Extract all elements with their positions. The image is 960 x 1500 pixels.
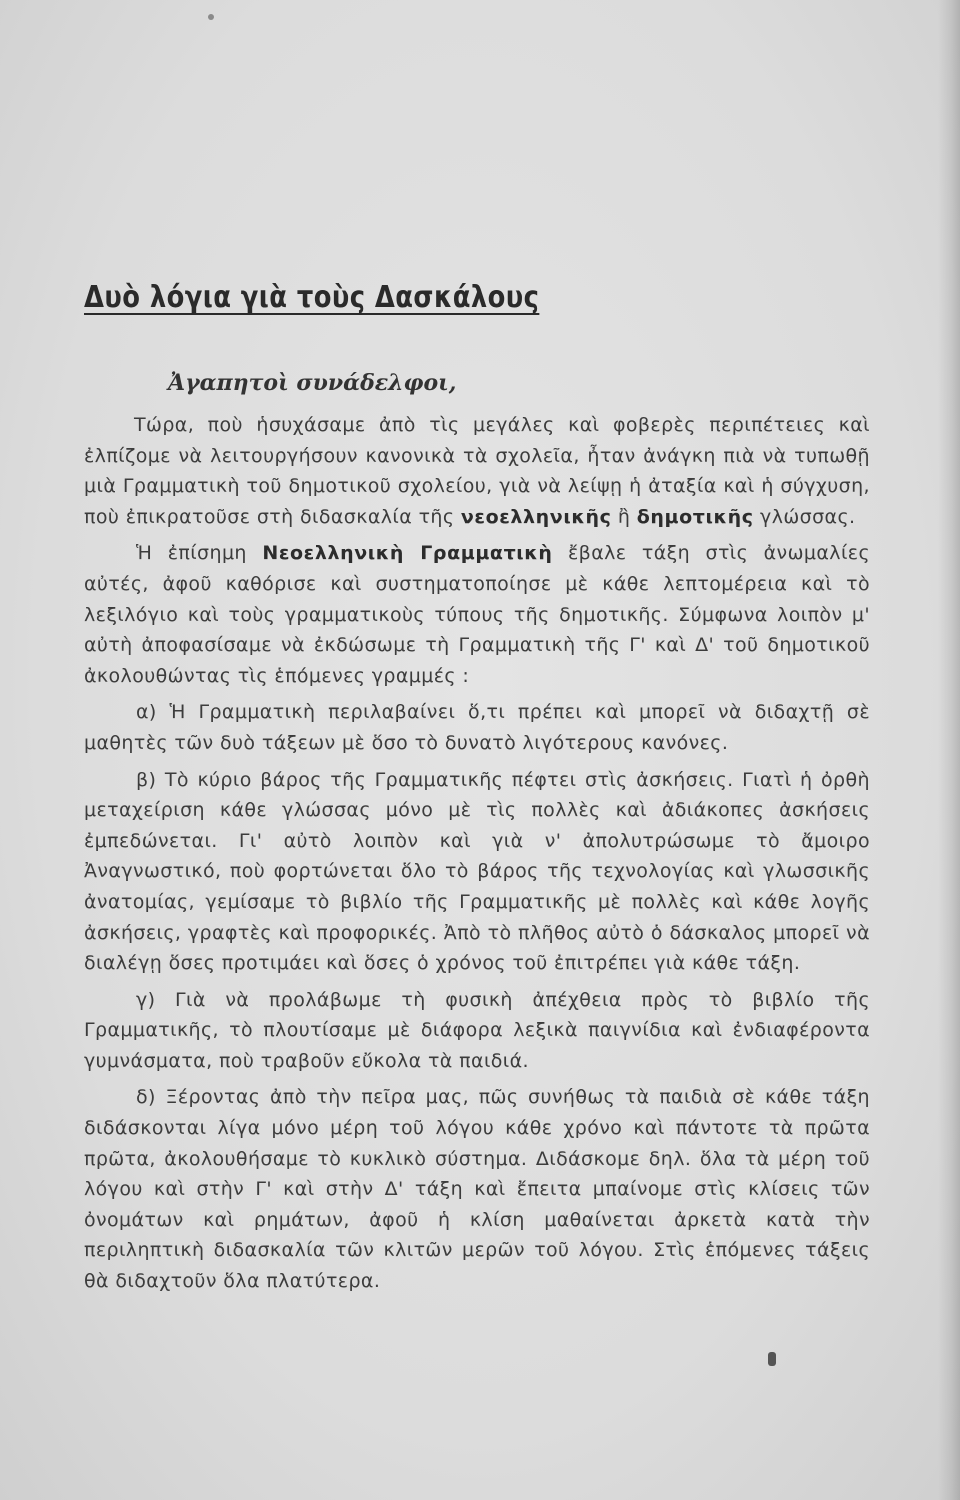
paper-edge-shadow [938,0,960,1500]
paragraph-official-grammar [84,538,870,691]
ink-blot [768,1352,776,1366]
paragraph-intro [84,410,870,532]
intro-bold-dimotikis: δημοτικῆς [636,505,754,528]
official-bold-grammar-name: Νεοελληνικὴ Γραμματικὴ [262,542,553,565]
paragraph-item-c: γ) Γιὰ νὰ προλάβωμε τὴ φυσικὴ ἀπέχθεια πρὸς τὸ βιβλίο τῆς Γραμματικῆς, τὸ πλουτίσαμε μὲ διάφορα λεξικὰ παιγνίδια καὶ ἐνδιαφέροντα γυμνάσματα, ποὺ τραβοῦν εὔκολα τὰ παιδιά. [84,988,870,1072]
paragraph-item-d: δ) Ξέροντας ἀπὸ τὴν πεῖρα μας, πῶς συνήθως τὰ παιδιὰ σὲ κάθε τάξη διδάσκονται λίγα μόνο μέρη τοῦ λόγου κάθε χρόνο καὶ πάντοτε τὰ πρῶτα πρῶτα, ἀκολουθήσαμε τὸ κυκλικὸ σύστημα. Διδάσκομε δηλ. ὅλα τὰ μέρη τοῦ λόγου καὶ στὴν Γ' καὶ στὴν Δ' τάξη καὶ ἔπειτα μπαίνομε στὶς κλίσεις τῶν ὀνομάτων καὶ ρημάτων, ἀφοῦ ἡ κλίση μαθαίνεται ἀρκετὰ κατὰ τὴν περιληπτικὴ διδασκαλία τῶν κλιτῶν μερῶν τοῦ λόγου. Στὶς ἑπόμενες τάξεις θὰ διδαχτοῦν ὅλα πλατύτερα. [84,1086,870,1293]
official-text-1: Ἡ ἐπίσημη [136,542,263,565]
ink-speck [208,14,214,20]
page-title: Δυὸ λόγια γιὰ τοὺς Δασκάλους [84,280,540,315]
paragraph-item-a: α) Ἡ Γραμματικὴ περιλαβαίνει ὅ,τι πρέπει καὶ μπορεῖ νὰ διδαχτῇ σὲ μαθητὲς τῶν δυὸ τάξεων μὲ ὅσο τὸ δυνατὸ λιγότερους κανόνες. [84,701,870,754]
official-text-2: ἔβαλε τάξη στὶς ἀνωμαλίες αὐτές, ἀφοῦ καθόρισε καὶ συστηματοποίησε μὲ κάθε λεπτομέρεια καὶ τὸ λεξιλόγιο καὶ τοὺς γραμματικοὺς τύπους τῆς δημοτικῆς. Σύμφωνα λοιπὸν μ' αὐτὴ ἀποφασίσαμε νὰ ἐκδώσωμε τὴ Γραμματικὴ τῆς Γ' καὶ Δ' τοῦ δημοτικοῦ ἀκολουθώντας τὶς ἑπόμενες γραμμές : [84,542,870,687]
intro-text-3: γλώσσας. [753,505,856,528]
salutation: Ἀγαπητοὶ συνάδελφοι, [168,370,457,396]
intro-bold-neoellinikis: νεοελληνικῆς [460,505,612,528]
paragraph-item-b: β) Τὸ κύριο βάρος τῆς Γραμματικῆς πέφτει στὶς ἀσκήσεις. Γιατὶ ἡ ὀρθὴ μεταχείριση κάθε γλώσσας μόνο μὲ τὶς πολλὲς καὶ ἀδιάκοπες ἀσκήσεις ἐμπεδώνεται. Γι' αὐτὸ λοιπὸν καὶ γιὰ ν' ἀπολυτρώσωμε τὸ ἄμοιρο Ἀναγνωστικό, ποὺ φορτώνεται ὅλο τὸ βάρος τῆς τεχνολογίας καὶ γλωσσικῆς ἀνατομίας, γεμίσαμε τὸ βιβλίο τῆς Γραμματικῆς μὲ πολλὲς καὶ κάθε λογῆς ἀσκήσεις, γραφτὲς καὶ προφορικές. Ἀπὸ τὸ πλῆθος αὐτὸ ὁ δάσκαλος μπορεῖ νὰ διαλέγῃ ὅσες προτιμάει καὶ ὅσες ὁ χρόνος τοῦ ἐπιτρέπει γιὰ κάθε τάξη. [84,768,870,975]
intro-text-1: Τώρα, ποὺ ἡσυχάσαμε ἀπὸ τὶς μεγάλες καὶ φοβερὲς περιπέτειες καὶ ἐλπίζομε νὰ λειτουργήσουν κανονικὰ τὰ σχολεῖα, ἦταν ἀνάγκη πιὰ νὰ τυπωθῇ μιὰ Γραμματικὴ τοῦ δημοτικοῦ σχολείου, γιὰ νὰ λείψῃ ἡ ἀταξία καὶ ἡ σύγχυση, ποὺ ἐπικρατοῦσε στὴ διδασκαλία τῆς [84,414,870,528]
letter-body [84,410,870,1303]
intro-text-2: ἢ [611,505,637,528]
